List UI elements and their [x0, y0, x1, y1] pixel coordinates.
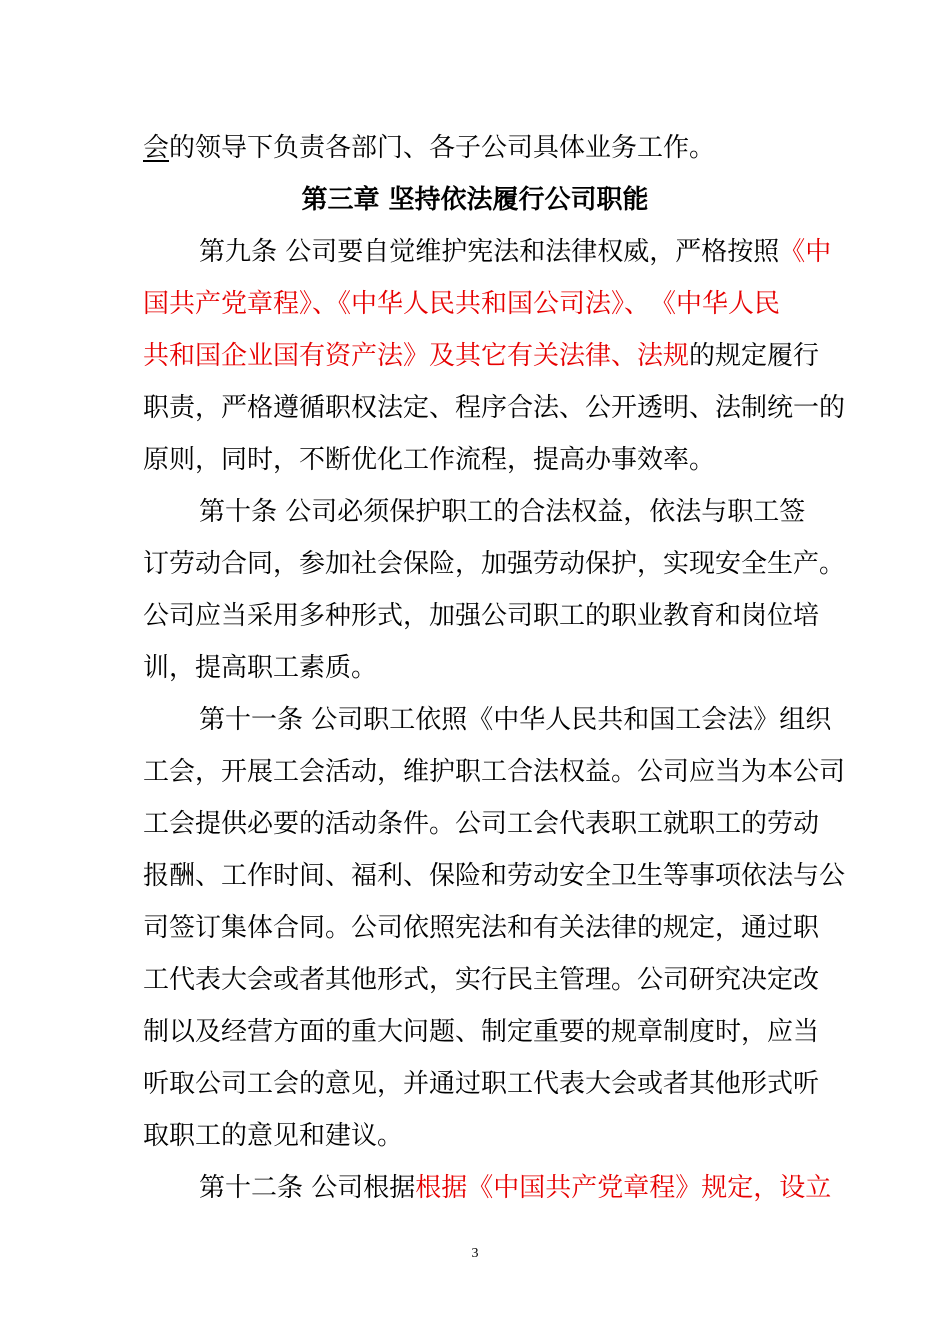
article10-line-3: 公司应当采用多种形式，加强公司职工的职业教育和岗位培: [143, 601, 820, 631]
article11-line-4: 报酬、工作时间、福利、保险和劳动安全卫生等事项依法与公: [143, 861, 846, 891]
article9-line-1: [143, 226, 832, 278]
article9-line-1-text: 第九条 公司要自觉维护宪法和法律权威，严格按照: [199, 237, 780, 267]
underlined-char: 会: [143, 133, 170, 163]
article11-line-6: 工代表大会或者其他形式，实行民主管理。公司研究决定改: [143, 965, 820, 995]
article9-line-3-red: 共和国企业国有资产法》及其它有关法律、法规: [143, 341, 690, 371]
article9-line-3-text: 的规定履行: [689, 341, 820, 371]
article10-line-1: 第十条 公司必须保护职工的合法权益，依法与职工签: [199, 497, 806, 527]
article11-line-3: 工会提供必要的活动条件。公司工会代表职工就职工的劳动: [143, 809, 820, 839]
article12-text: 第十二条 公司根据: [199, 1173, 416, 1203]
article9-line-1-red: 《中: [779, 237, 832, 267]
document-body: [143, 122, 846, 1214]
article11-line-7: 制以及经营方面的重大问题、制定重要的规章制度时，应当: [143, 1017, 820, 1047]
article11-line-9: 取职工的意见和建议。: [143, 1121, 404, 1151]
chapter-heading: 第三章 坚持依法履行公司职能: [301, 185, 649, 215]
article9-line-4: 职责，严格遵循职权法定、程序合法、公开透明、法制统一的: [143, 393, 846, 423]
article10-line-2: 订劳动合同，参加社会保险，加强劳动保护，实现安全生产。: [143, 549, 846, 579]
article11-line-2: 工会，开展工会活动，维护职工合法权益。公司应当为本公司: [143, 757, 846, 787]
article11-line-1: 第十一条 公司职工依照《中华人民共和国工会法》组织: [199, 705, 832, 735]
continuation-text: 的领导下负责各部门、各子公司具体业务工作。: [169, 133, 716, 163]
article9-line-2: 国共产党章程》、《中华人民共和国公司法》、 《中华人民: [143, 289, 781, 319]
article11-line-5: 司签订集体合同。公司依照宪法和有关法律的规定，通过职: [143, 913, 820, 943]
article11-line-8: 听取公司工会的意见，并通过职工代表大会或者其他形式听: [143, 1069, 820, 1099]
article10-line-4: 训，提高职工素质。: [143, 653, 378, 683]
page-number: 3: [471, 1246, 479, 1261]
paragraph-continuation: [143, 122, 807, 174]
article9-line-3: [143, 330, 820, 382]
article12-line-1: [143, 1162, 832, 1214]
article9-line-5: 原则，同时，不断优化工作流程，提高办事效率。: [143, 445, 716, 475]
article12-red-text: 根据《中国共产党章程》规定，设立: [415, 1173, 832, 1203]
